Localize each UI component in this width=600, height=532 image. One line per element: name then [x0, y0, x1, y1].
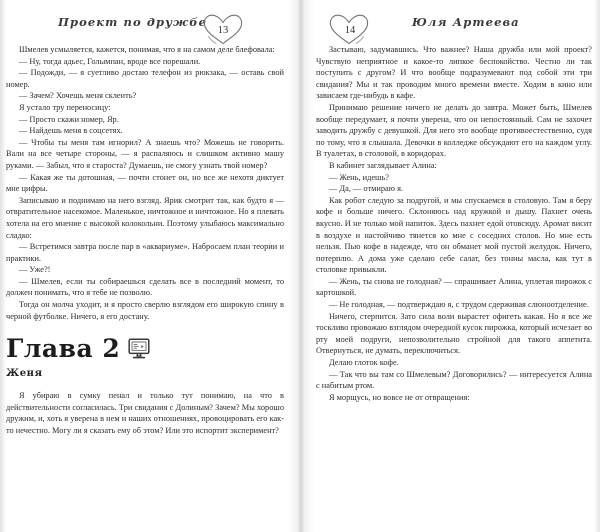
paragraph: Как робот следую за подругой, и мы спускаемся в столовую. Там я беру кофе и больше ничего. Склоняюсь над кружкой и дышу. Пахнет очень вкусно. И не только мой напиток. Здесь пахнет едой отовсюду. Аромат висит в воздухе и настойчиво тянется ко мне с соседних столов. Но мне есть нельзя. Пью кофе в надежде, что он обманет мой пустой желудок. Ничего, потерплю. А дома уже сделаю себе салат, без тонны масла, как тут в столовке привыкли. — [316, 195, 592, 275]
heart-outline-icon — [200, 12, 246, 46]
chapter-title-line — [6, 334, 284, 364]
paragraph: — Чтобы ты меня там игнорил? А знаешь что? Можешь не говорить. Вали на все четыре стороны, — я распаляюсь и слишком активно машу руками. — Забыл, что я староста? Думаешь, не смогу узнать твой номер? — [6, 137, 284, 170]
paragraph: Ничего, стерпится. Зато сила воли вырастет офигеть какая. Но я все же тоскливо провожаю взглядом очередной кусок пирожка, который исчезает во рту моей подруги, непозволительно стройной для такого аппетита. Отвернуться, не думать, переключиться. — [316, 311, 592, 356]
paragraph: Шмелев усмыляется, кажется, понимая, что я на самом деле блефовала: — [19, 45, 275, 54]
paragraph: Записываю и поднимаю на него взгляд. Ярик смотрит так, как будто я — отвратительное насекомое. Маленькое, ничтожное и ничтожное. Но я плевать хотела на его мнение с высокой колокольни. Поэтому улыбаюсь максимально сладко: — [6, 195, 284, 240]
paragraph: — Просто скажи номер, Яр. — [19, 114, 119, 124]
paragraph: — Зачем? Хочешь меня склеить? — [19, 91, 137, 101]
chapter-subtitle: Женя — [6, 368, 43, 380]
chapter-opener — [6, 336, 284, 379]
paragraph: Застываю, задумавшись. Что важнее? Наша дружба или мой проект? Чувствую неприятное и какое-то липкое беспокойство. Честно ли так поступить с другом? И что вообще подразумевают под собой эти три свидания? Мы и так проводим много времени вместе. Ходим в кино или зависаем где-нибудь в кафе. — [316, 45, 592, 101]
paragraph: — Жень, ты снова не голодная? — спрашивает Алина, уплетая пирожок с картошкой. — [316, 276, 592, 298]
right-page-body — [316, 44, 592, 403]
left-page-number: 13 — [217, 25, 229, 36]
paragraph: — Так что вы там со Шмелевым? Договорились? — интересуется Алина с набитым ртом. — [316, 369, 592, 391]
paragraph: Я убираю в сумку пенал и только тут понимаю, на что в действительности согласилась. Три свидания с Долиным? Зачем? Мы хорошо дружим, и, хоть я уверена в нем и наших отношениях, провоцировать его как-то нечестно. Могу ли я сказать ему об этом? Или это испортит эксперимент? — [6, 391, 284, 436]
right-running-head-title: Юля Артеева — [412, 15, 520, 29]
chapter-title: Глава 2 — [6, 334, 121, 364]
paragraph: — Какая же ты дотошная, — почти стонет он, но все же нехотя диктует мне цифры. — [6, 172, 284, 194]
paragraph: — Найдешь меня в соцсетях. — [19, 126, 123, 136]
paragraph: Я морщусь, но вовсе не от отвращения: — [329, 392, 470, 402]
paragraph: — Встретимся завтра после пар в «аквариуме». Набросаем план теории и практики. — [6, 242, 284, 263]
left-page-body — [6, 44, 284, 322]
paragraph: — Да, — отмираю я. — [329, 184, 403, 194]
paragraph: — Подожди, — я суетливо достаю телефон из рюкзака, — оставь свой номер. — [6, 68, 284, 89]
paragraph: Я устало тру переносицу: — [19, 102, 111, 112]
paragraph: Принимаю решение ничего не делать до завтра. Может быть, Шмелев вообще передумает, я почти уверена, что он непостоянный. Сам не захочет заводить дружбу с девушкой. Для него это вообще противоестественно, судя по тому, что я слышала. Девочки в колледже обсуждают его на каждом углу. В туалетах, в столовой, в коридорах. — [316, 102, 592, 159]
heart-outline-icon — [326, 12, 372, 46]
paragraph: — Ну, тогда адьес, Голымпан, вроде все порешали. — [19, 56, 201, 66]
paragraph: В кабинет заглядывает Алина: — [329, 160, 437, 170]
paragraph: — Не голодная, — подтверждаю я, с трудом сдерживая слюноотделение. — [329, 300, 589, 310]
computer-monitor-icon — [127, 337, 151, 361]
paragraph: — Шмелев, если ты собираешься сделать все в последний момент, то должен понимать, что я тебе не позволю. — [6, 276, 284, 298]
left-running-head-title: Проект по дружбе — [58, 15, 208, 29]
left-page-chapter-body — [6, 390, 284, 436]
paragraph: Тогда он молча уходит, и я просто сверлю взглядом его широкую спину в черной футболке. Ничего, я его достану. — [6, 300, 284, 321]
right-page-number: 14 — [344, 25, 356, 36]
right-running-head — [316, 0, 592, 44]
right-page — [300, 0, 600, 532]
paragraph: — Жень, идешь? — [329, 172, 389, 182]
left-running-head — [6, 0, 284, 44]
paragraph: — Уже?! — [19, 265, 51, 275]
paragraph: Делаю глоток кофе. — [329, 358, 399, 368]
